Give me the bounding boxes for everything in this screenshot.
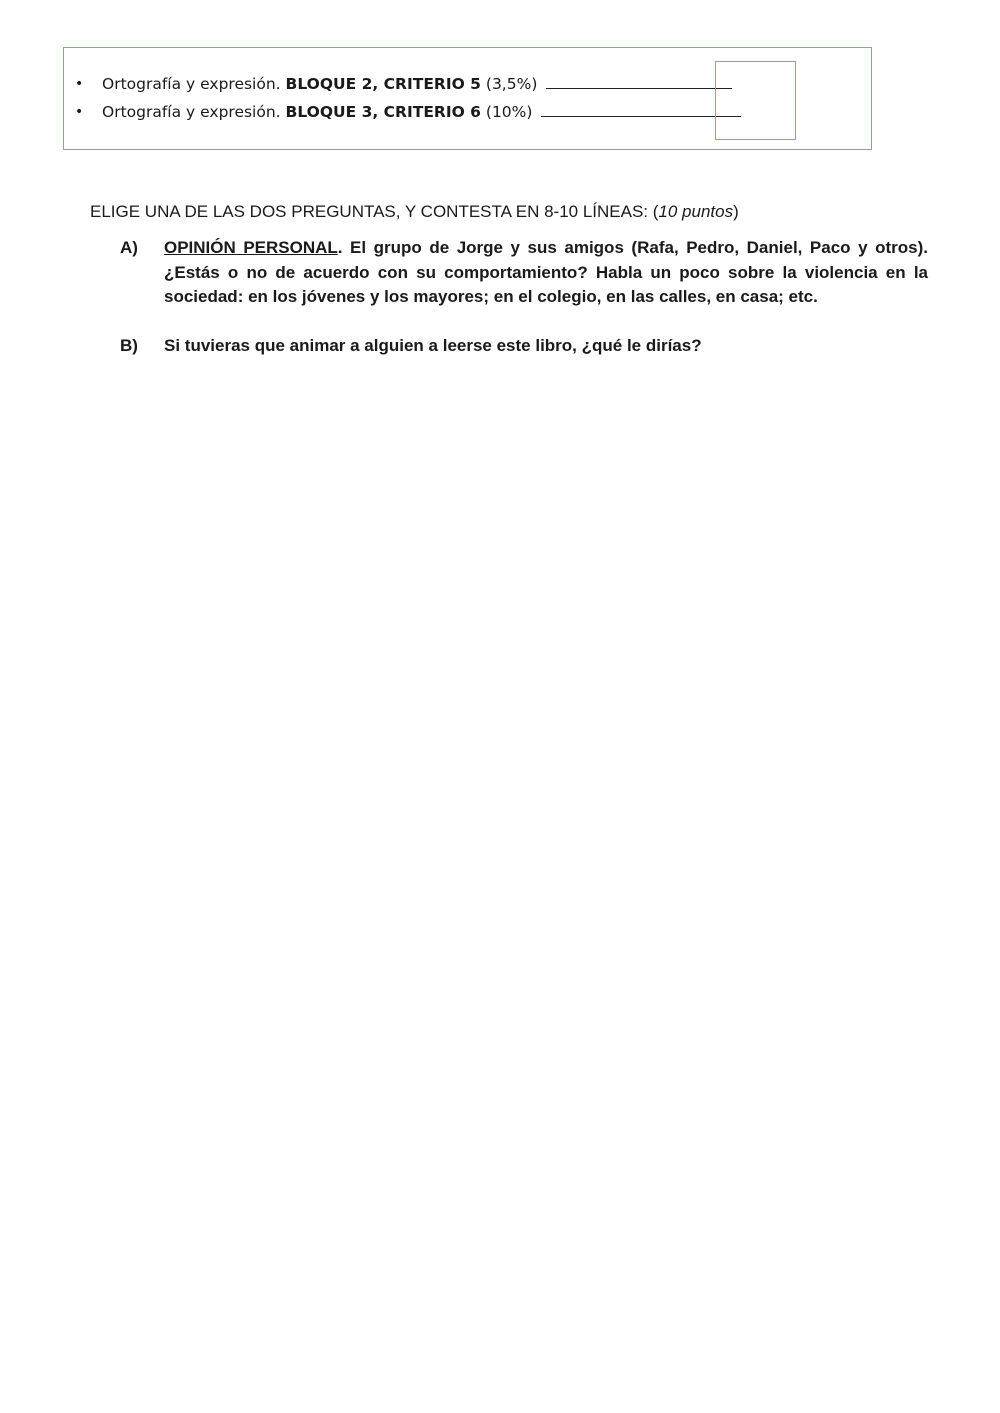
criteria-box: [63, 47, 872, 150]
bullet-icon: •: [75, 76, 84, 92]
criterion-label: Ortografía y expresión.: [102, 103, 286, 121]
criterion-row: [64, 72, 784, 96]
criterion-block: BLOQUE 3, CRITERIO 6: [285, 103, 481, 121]
question-text: . El grupo de Jorge y sus amigos (Rafa, Pedro, Daniel, Paco y otros). ¿Estás o no de acuerdo con su comportamiento? Habla un poco sobre la violencia en la sociedad: en los jóvenes y los mayores; en el colegio, en las calles, en casa; etc.: [164, 238, 928, 306]
question-label: A): [120, 238, 138, 257]
criterion-percent: (3,5%): [480, 75, 543, 93]
criterion-block: BLOQUE 2, CRITERIO 5: [285, 75, 481, 93]
question-lead: OPINIÓN PERSONAL: [164, 238, 338, 257]
question-label: B): [120, 336, 138, 355]
criterion-row: [64, 100, 784, 124]
instruction-heading: [90, 202, 739, 222]
instruction-text: ELIGE UNA DE LAS DOS PREGUNTAS, Y CONTESTA EN 8-10 LÍNEAS: (: [90, 202, 659, 221]
answer-line[interactable]: [546, 74, 732, 89]
instruction-close: ): [733, 202, 739, 221]
criterion-label: Ortografía y expresión.: [102, 75, 286, 93]
question-b: [120, 334, 928, 359]
criterion-percent: (10%): [480, 103, 538, 121]
score-box[interactable]: [715, 61, 796, 140]
instruction-points: 10 puntos: [658, 202, 734, 221]
answer-line[interactable]: [541, 102, 741, 117]
question-a: [120, 236, 928, 310]
question-text: Si tuvieras que animar a alguien a leerse este libro, ¿qué le dirías?: [164, 336, 702, 355]
bullet-icon: •: [75, 104, 84, 120]
